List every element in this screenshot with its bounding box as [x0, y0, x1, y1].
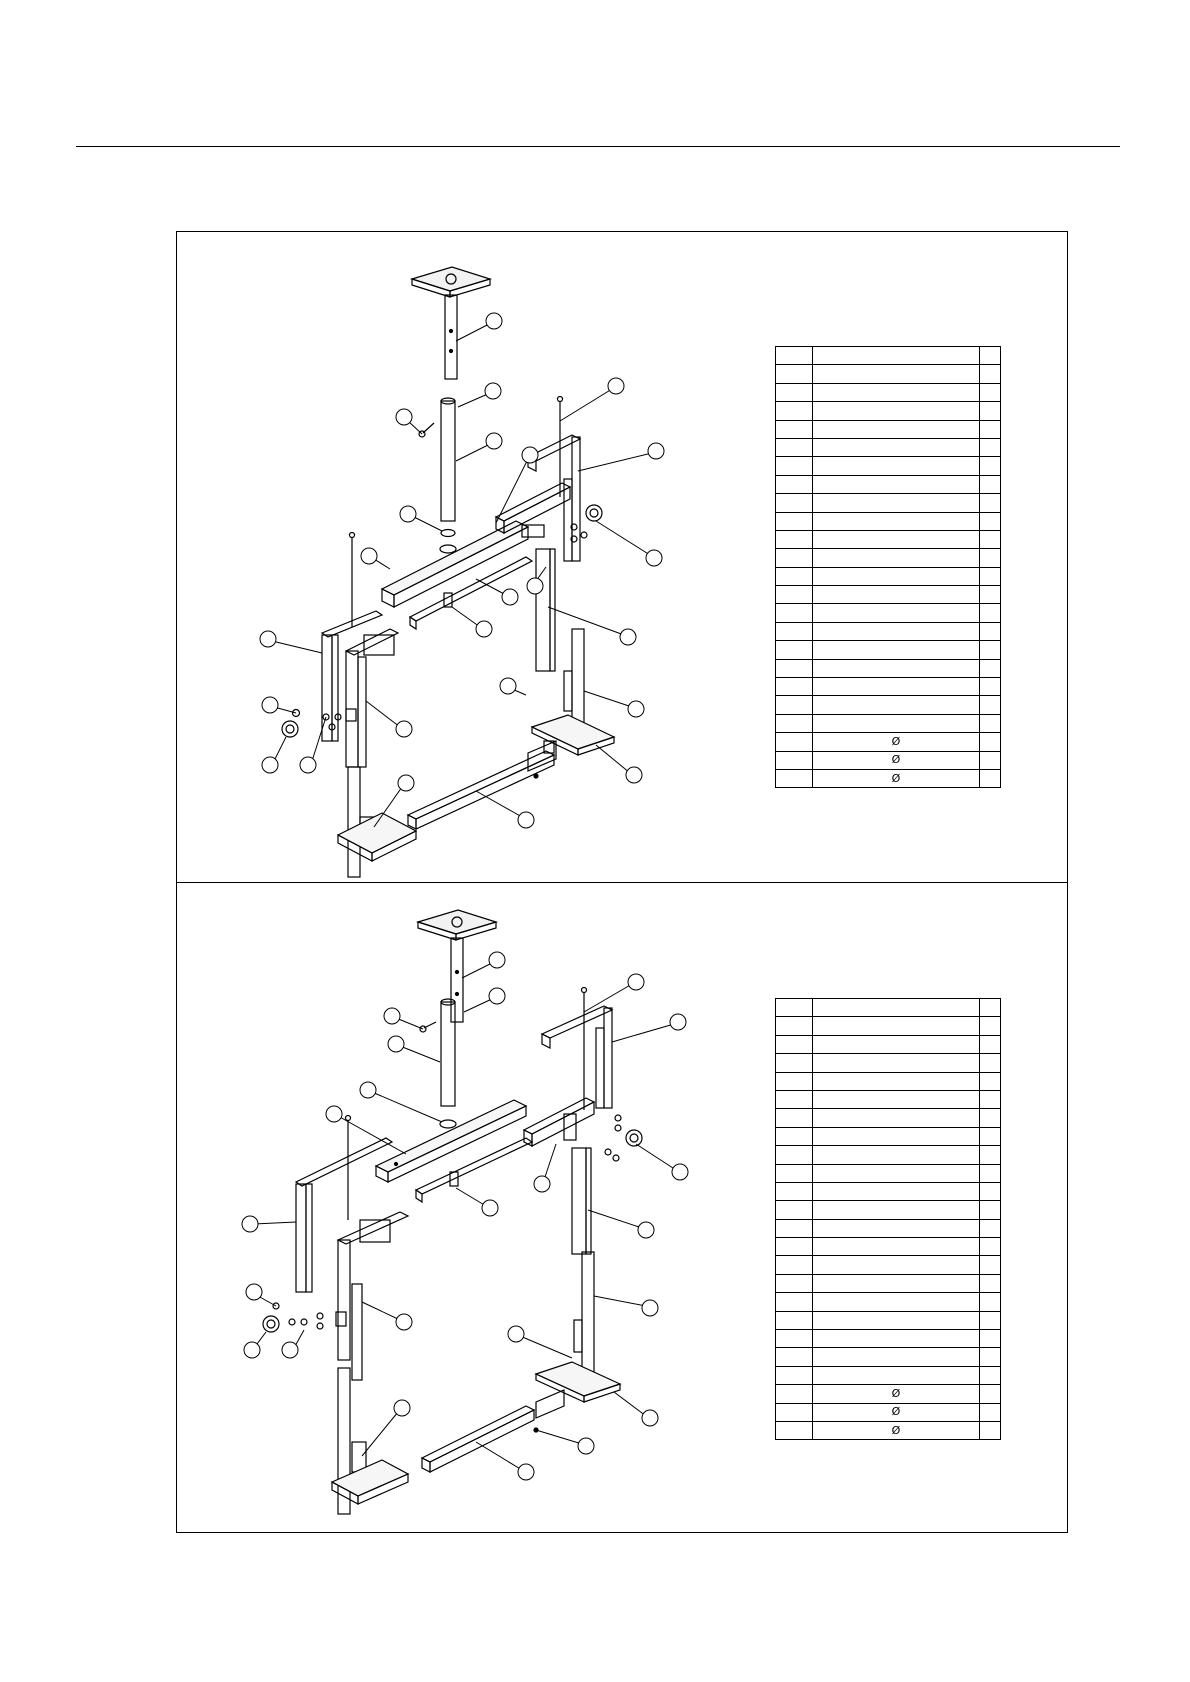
part-description-cell	[813, 714, 980, 732]
part-number-cell	[776, 696, 813, 714]
right-knob	[605, 1115, 642, 1161]
part-quantity-cell	[980, 1311, 1001, 1329]
part-description-cell: Ø	[813, 769, 980, 787]
parts-table-row	[776, 365, 1001, 383]
parts-table-row	[776, 512, 1001, 530]
part-number-cell	[776, 999, 813, 1017]
parts-table-row	[776, 1164, 1001, 1182]
parts-table-row	[776, 347, 1001, 365]
part-number-cell	[776, 567, 813, 585]
parts-table-row	[776, 530, 1001, 548]
part-quantity-cell	[980, 641, 1001, 659]
parts-table-row	[776, 714, 1001, 732]
left-bottom-upright	[332, 1368, 408, 1514]
part-description-cell	[813, 1035, 980, 1053]
part-quantity-cell	[980, 402, 1001, 420]
part-number-cell	[776, 1238, 813, 1256]
part-number-cell	[776, 751, 813, 769]
part-quantity-cell	[980, 383, 1001, 401]
part-number-cell	[776, 1256, 813, 1274]
part-quantity-cell	[980, 475, 1001, 493]
part-quantity-cell	[980, 678, 1001, 696]
parts-table-row	[776, 622, 1001, 640]
part-description-cell	[813, 604, 980, 622]
part-quantity-cell	[980, 751, 1001, 769]
part-quantity-cell	[980, 1146, 1001, 1164]
parts-table-row	[776, 1109, 1001, 1127]
part-description-cell	[813, 1017, 980, 1035]
part-quantity-cell	[980, 457, 1001, 475]
part-quantity-cell	[980, 1256, 1001, 1274]
part-description-cell	[813, 512, 980, 530]
part-description-cell	[813, 1238, 980, 1256]
part-description-cell	[813, 420, 980, 438]
parts-table-row	[776, 1348, 1001, 1366]
part-quantity-cell	[980, 1072, 1001, 1090]
part-number-cell	[776, 1127, 813, 1145]
parts-table-row	[776, 1017, 1001, 1035]
part-description-cell: Ø	[813, 733, 980, 751]
part-number-cell	[776, 1054, 813, 1072]
lower-post	[441, 398, 455, 521]
part-quantity-cell	[980, 1090, 1001, 1108]
lower-post	[441, 999, 455, 1106]
parts-table-row	[776, 1072, 1001, 1090]
lower-exploded-view	[176, 882, 736, 1532]
bolt	[420, 1022, 436, 1032]
left-second-upright	[346, 629, 398, 767]
part-number-cell	[776, 1348, 813, 1366]
callouts	[260, 313, 664, 828]
left-rod	[346, 1116, 351, 1221]
part-number-cell	[776, 659, 813, 677]
part-number-cell	[776, 1293, 813, 1311]
part-description-cell: Ø	[813, 751, 980, 769]
part-description-cell	[813, 659, 980, 677]
parts-table-row	[776, 475, 1001, 493]
parts-table-row	[776, 1238, 1001, 1256]
part-description-cell	[813, 586, 980, 604]
part-description-cell	[813, 641, 980, 659]
part-number-cell	[776, 1182, 813, 1200]
part-number-cell	[776, 383, 813, 401]
part-description-cell	[813, 383, 980, 401]
parts-table-row	[776, 999, 1001, 1017]
part-description-cell	[813, 1090, 980, 1108]
part-description-cell	[813, 347, 980, 365]
part-quantity-cell	[980, 769, 1001, 787]
part-description-cell	[813, 1146, 980, 1164]
parts-table-row	[776, 1146, 1001, 1164]
part-description-cell	[813, 1127, 980, 1145]
parts-table-row	[776, 751, 1001, 769]
top-crossbar	[376, 1100, 526, 1182]
part-quantity-cell	[980, 1274, 1001, 1292]
part-quantity-cell	[980, 1403, 1001, 1421]
parts-table-row	[776, 457, 1001, 475]
right-foot	[536, 1362, 620, 1418]
part-quantity-cell	[980, 696, 1001, 714]
part-quantity-cell	[980, 347, 1001, 365]
part-number-cell	[776, 549, 813, 567]
parts-table-row	[776, 586, 1001, 604]
part-quantity-cell	[980, 1385, 1001, 1403]
parts-table-row	[776, 1385, 1001, 1403]
parts-table-row	[776, 1274, 1001, 1292]
right-knob	[571, 505, 602, 542]
part-description-cell	[813, 1219, 980, 1237]
part-number-cell	[776, 604, 813, 622]
part-number-cell	[776, 1090, 813, 1108]
upper-exploded-view	[176, 231, 736, 881]
part-number-cell	[776, 1109, 813, 1127]
part-description-cell	[813, 678, 980, 696]
part-number-cell	[776, 678, 813, 696]
part-description-cell	[813, 1201, 980, 1219]
parts-table-row	[776, 383, 1001, 401]
lower-parts-table	[775, 998, 1001, 1440]
part-number-cell	[776, 769, 813, 787]
part-description-cell	[813, 1072, 980, 1090]
parts-table-row	[776, 1182, 1001, 1200]
left-second-upright	[336, 1212, 408, 1380]
part-number-cell	[776, 420, 813, 438]
right-upright	[572, 1148, 591, 1254]
parts-table-row	[776, 1256, 1001, 1274]
part-number-cell	[776, 347, 813, 365]
part-description-cell	[813, 1330, 980, 1348]
part-description-cell	[813, 999, 980, 1017]
part-quantity-cell	[980, 567, 1001, 585]
part-number-cell	[776, 622, 813, 640]
part-quantity-cell	[980, 494, 1001, 512]
parts-table-row	[776, 641, 1001, 659]
parts-table-row	[776, 1421, 1001, 1439]
part-number-cell	[776, 1274, 813, 1292]
part-quantity-cell	[980, 438, 1001, 456]
part-description-cell	[813, 438, 980, 456]
parts-table-row	[776, 1054, 1001, 1072]
part-quantity-cell	[980, 999, 1001, 1017]
part-number-cell	[776, 586, 813, 604]
part-number-cell	[776, 402, 813, 420]
part-quantity-cell	[980, 1238, 1001, 1256]
part-description-cell	[813, 402, 980, 420]
part-quantity-cell	[980, 1164, 1001, 1182]
part-number-cell	[776, 1146, 813, 1164]
part-quantity-cell	[980, 1293, 1001, 1311]
parts-table-row	[776, 678, 1001, 696]
parts-table-row	[776, 567, 1001, 585]
part-quantity-cell	[980, 420, 1001, 438]
part-description-cell	[813, 457, 980, 475]
parts-table-row	[776, 696, 1001, 714]
parts-table-row	[776, 1366, 1001, 1384]
part-number-cell	[776, 1164, 813, 1182]
part-description-cell	[813, 365, 980, 383]
left-knob	[263, 1303, 279, 1332]
part-description-cell	[813, 1109, 980, 1127]
part-quantity-cell	[980, 1201, 1001, 1219]
mounting-plate	[412, 267, 490, 297]
part-description-cell	[813, 1182, 980, 1200]
part-description-cell	[813, 1164, 980, 1182]
part-number-cell	[776, 1017, 813, 1035]
parts-table-row	[776, 420, 1001, 438]
header-rule	[76, 146, 1120, 147]
part-number-cell	[776, 1035, 813, 1053]
parts-table-row	[776, 1090, 1001, 1108]
part-description-cell	[813, 1256, 980, 1274]
part-quantity-cell	[980, 659, 1001, 677]
parts-table-row	[776, 604, 1001, 622]
part-number-cell	[776, 641, 813, 659]
parts-table-row	[776, 494, 1001, 512]
part-number-cell	[776, 1403, 813, 1421]
part-number-cell	[776, 714, 813, 732]
part-number-cell	[776, 1330, 813, 1348]
part-quantity-cell	[980, 604, 1001, 622]
part-quantity-cell	[980, 512, 1001, 530]
part-quantity-cell	[980, 586, 1001, 604]
parts-table-row	[776, 1127, 1001, 1145]
part-quantity-cell	[980, 1348, 1001, 1366]
part-number-cell	[776, 1072, 813, 1090]
part-description-cell	[813, 530, 980, 548]
part-number-cell	[776, 438, 813, 456]
part-quantity-cell	[980, 733, 1001, 751]
upper-post	[451, 938, 463, 1022]
mounting-plate	[418, 910, 496, 940]
part-quantity-cell	[980, 1035, 1001, 1053]
part-description-cell	[813, 1348, 980, 1366]
part-number-cell	[776, 1201, 813, 1219]
part-quantity-cell	[980, 1421, 1001, 1439]
parts-table-row	[776, 769, 1001, 787]
parts-table-row	[776, 733, 1001, 751]
parts-table-row	[776, 402, 1001, 420]
part-description-cell	[813, 475, 980, 493]
part-description-cell	[813, 1293, 980, 1311]
part-description-cell: Ø	[813, 1403, 980, 1421]
part-number-cell	[776, 530, 813, 548]
part-description-cell	[813, 696, 980, 714]
part-quantity-cell	[980, 530, 1001, 548]
part-description-cell	[813, 1366, 980, 1384]
part-description-cell	[813, 567, 980, 585]
bolt	[419, 423, 434, 437]
bottom-channel	[422, 1406, 538, 1472]
part-quantity-cell	[980, 1366, 1001, 1384]
parts-table-row	[776, 659, 1001, 677]
part-quantity-cell	[980, 714, 1001, 732]
part-number-cell	[776, 1385, 813, 1403]
parts-table-row	[776, 438, 1001, 456]
part-number-cell	[776, 512, 813, 530]
part-quantity-cell	[980, 1330, 1001, 1348]
part-number-cell	[776, 1219, 813, 1237]
part-quantity-cell	[980, 622, 1001, 640]
upper-parts-table	[775, 346, 1001, 788]
parts-table-row	[776, 549, 1001, 567]
part-description-cell	[813, 494, 980, 512]
parts-table-row	[776, 1219, 1001, 1237]
part-quantity-cell	[980, 1054, 1001, 1072]
part-quantity-cell	[980, 365, 1001, 383]
part-number-cell	[776, 457, 813, 475]
part-description-cell	[813, 549, 980, 567]
part-quantity-cell	[980, 1127, 1001, 1145]
right-rod	[582, 988, 587, 1111]
part-number-cell	[776, 733, 813, 751]
part-number-cell	[776, 1366, 813, 1384]
part-quantity-cell	[980, 1219, 1001, 1237]
part-quantity-cell	[980, 549, 1001, 567]
right-lower-upright	[574, 1252, 594, 1372]
part-number-cell	[776, 494, 813, 512]
part-quantity-cell	[980, 1182, 1001, 1200]
callouts	[242, 952, 688, 1480]
part-description-cell	[813, 1311, 980, 1329]
right-foot	[528, 715, 614, 771]
part-description-cell	[813, 1054, 980, 1072]
parts-table-row	[776, 1035, 1001, 1053]
parts-table-row	[776, 1293, 1001, 1311]
part-description-cell	[813, 1274, 980, 1292]
right-l-bracket	[542, 1006, 612, 1108]
right-rod	[558, 397, 563, 498]
part-number-cell	[776, 365, 813, 383]
part-description-cell: Ø	[813, 1385, 980, 1403]
part-quantity-cell	[980, 1109, 1001, 1127]
part-number-cell	[776, 475, 813, 493]
left-rod	[350, 533, 355, 628]
part-description-cell: Ø	[813, 1421, 980, 1439]
parts-table-row	[776, 1311, 1001, 1329]
parts-table-row	[776, 1201, 1001, 1219]
parts-table-row	[776, 1330, 1001, 1348]
part-description-cell	[813, 622, 980, 640]
part-quantity-cell	[980, 1017, 1001, 1035]
upper-post	[445, 295, 457, 379]
part-number-cell	[776, 1311, 813, 1329]
parts-table-row	[776, 1403, 1001, 1421]
part-number-cell	[776, 1421, 813, 1439]
